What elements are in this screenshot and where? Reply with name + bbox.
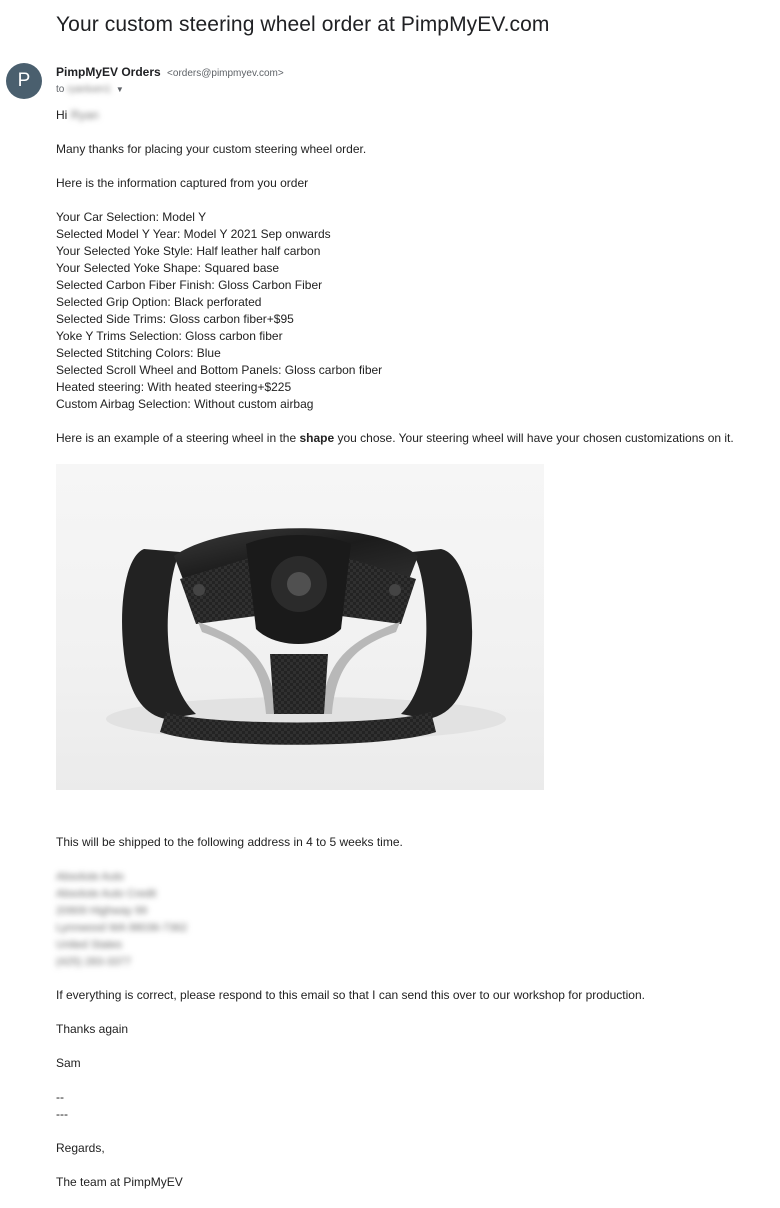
regards-text: Regards, — [56, 1141, 105, 1155]
greeting: Hi Ryan — [56, 108, 99, 122]
team-text: The team at PimpMyEV — [56, 1175, 183, 1189]
order-line: Selected Grip Option: Black perforated — [56, 295, 262, 309]
confirm-text: If everything is correct, please respond to this email so that I can send this over to our workshop for production. — [56, 988, 645, 1002]
email-body — [56, 107, 756, 1208]
intro-text: Many thanks for placing your custom steering wheel order. — [56, 142, 367, 156]
sender-email: <orders@pimpmyev.com> — [167, 68, 284, 79]
recipient-redacted: ryanluen1 — [67, 84, 112, 95]
recipient-details-chevron-icon[interactable]: ▼ — [115, 85, 124, 94]
order-line: Selected Stitching Colors: Blue — [56, 346, 221, 360]
order-line: Selected Carbon Fiber Finish: Gloss Carbon Fiber — [56, 278, 323, 292]
order-line: Yoke Y Trims Selection: Gloss carbon fiber — [56, 329, 283, 343]
address-line: Lynnwood WA 98036-7362 — [56, 922, 188, 934]
shipping-text: This will be shipped to the following address in 4 to 5 weeks time. — [56, 835, 403, 849]
order-line: Custom Airbag Selection: Without custom airbag — [56, 397, 314, 411]
address-line: Absolute Auto Credit — [56, 888, 157, 900]
steering-wheel-photo[interactable] — [56, 464, 544, 790]
order-line: Selected Scroll Wheel and Bottom Panels: Gloss carbon fiber — [56, 363, 383, 377]
order-line: Your Selected Yoke Style: Half leather half carbon — [56, 244, 321, 258]
address-line: 20909 Highway 99 — [56, 905, 148, 917]
shipping-address — [56, 868, 756, 970]
to-label: to — [56, 84, 65, 95]
photo-caption-redacted — [56, 796, 176, 826]
sender-avatar[interactable]: P — [6, 63, 42, 99]
signature-dash: -- — [56, 1090, 64, 1104]
thanks-text: Thanks again — [56, 1022, 129, 1036]
email-subject: Your custom steering wheel order at PimpMyEV.com — [56, 13, 550, 36]
steering-wheel-illustration — [56, 464, 544, 790]
recipient-line — [56, 84, 124, 95]
order-line: Your Car Selection: Model Y — [56, 210, 207, 224]
example-bold: shape — [299, 431, 335, 445]
order-line: Heated steering: With heated steering+$225 — [56, 380, 292, 394]
order-line: Selected Side Trims: Gloss carbon fiber+$95 — [56, 312, 294, 326]
order-details — [56, 209, 756, 413]
example-text: Here is an example of a steering wheel in the shape you chose. Your steering wheel will have your chosen customizations on it. — [56, 431, 734, 445]
address-line: United States — [56, 939, 123, 951]
signature-dash: --- — [56, 1107, 68, 1121]
greeting-name-redacted: Ryan — [70, 108, 99, 122]
info-heading: Here is the information captured from you order — [56, 176, 309, 190]
address-line: (425) 283-3377 — [56, 956, 132, 968]
order-line: Your Selected Yoke Shape: Squared base — [56, 261, 280, 275]
address-line: Absolute Auto — [56, 871, 124, 883]
sender-line — [56, 65, 284, 79]
sender-name[interactable]: PimpMyEV Orders — [56, 65, 161, 79]
signoff-name: Sam — [56, 1056, 81, 1070]
order-line: Selected Model Y Year: Model Y 2021 Sep onwards — [56, 227, 331, 241]
